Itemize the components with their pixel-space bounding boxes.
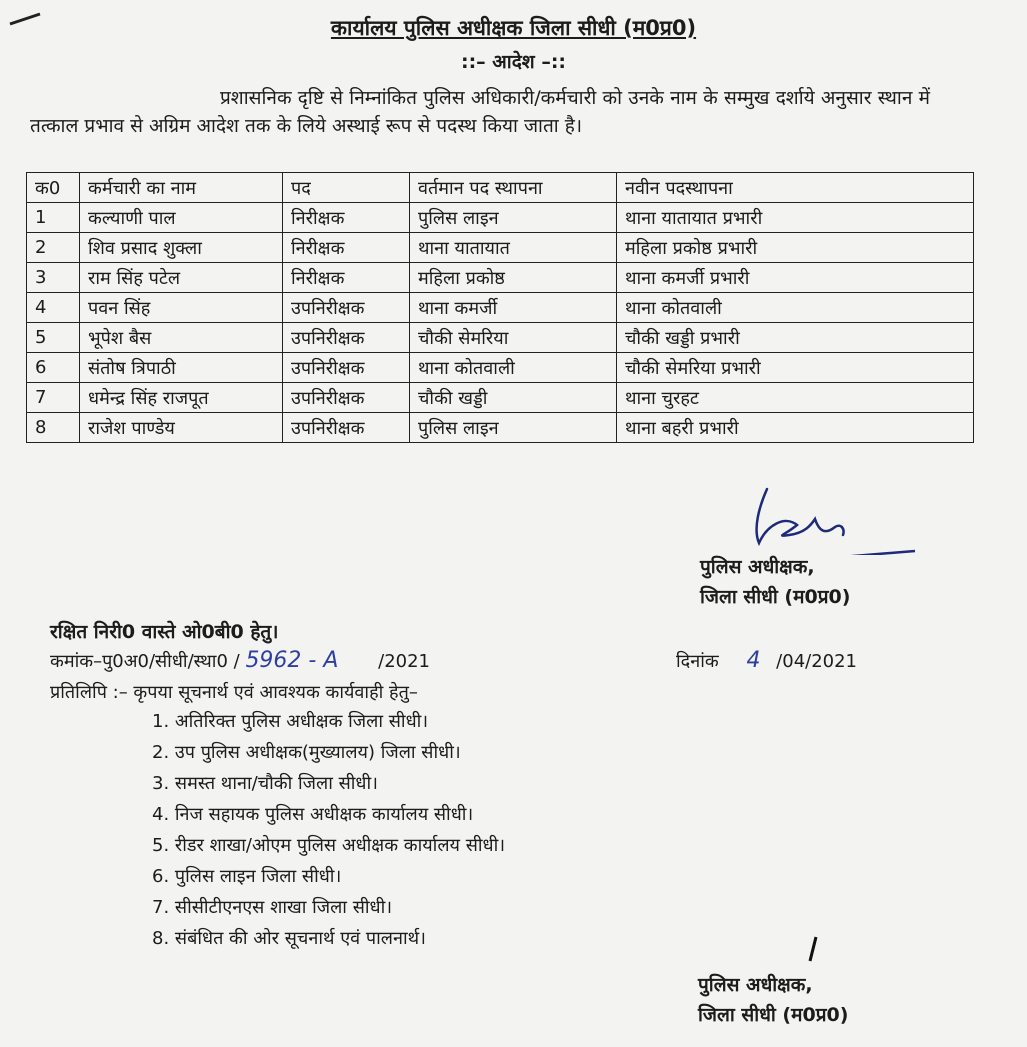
cell-new: थाना यातायात प्रभारी [617, 203, 974, 233]
cell-serial: 1 [27, 203, 80, 233]
signature-designation: पुलिस अधीक्षक, [698, 974, 813, 996]
cell-current: थाना कोतवाली [410, 353, 617, 383]
cell-rank: निरीक्षक [283, 203, 410, 233]
cell-name: भूपेश बैस [80, 323, 283, 353]
signature-block-bottom [698, 970, 848, 1030]
list-item: 5. रीडर शाखा/ओएम पुलिस अधीक्षक कार्यालय सीधी। [152, 835, 506, 856]
list-item: 8. संबंधित की ओर सूचनार्थ एवं पालनार्थ। [152, 928, 426, 949]
cell-name: शिव प्रसाद शुक्ला [80, 233, 283, 263]
cell-new: महिला प्रकोष्ठ प्रभारी [617, 233, 974, 263]
intro-paragraph [30, 84, 930, 140]
signature-district: जिला सीधी (म0प्र0) [700, 586, 851, 608]
order-title: ::– आदेश –:: [460, 51, 567, 73]
rakshit-note: रक्षित निरी0 वास्ते ओ0बी0 हेतु। [50, 621, 279, 643]
signature-designation: पुलिस अधीक्षक, [700, 556, 815, 578]
list-item: 2. उप पुलिस अधीक्षक(मुख्यालय) जिला सीधी। [152, 742, 461, 763]
order-number-handwritten: 5962 - A [245, 648, 339, 673]
cell-current: चौकी खड्डी [410, 383, 617, 413]
cell-rank: उपनिरीक्षक [283, 353, 410, 383]
cell-rank: उपनिरीक्षक [283, 413, 410, 443]
order-number-line [50, 648, 430, 673]
list-item: 1. अतिरिक्त पुलिस अधीक्षक जिला सीधी। [152, 711, 429, 732]
table-row [27, 413, 974, 443]
list-item: 4. निज सहायक पुलिस अधीक्षक कार्यालय सीधी। [152, 804, 474, 825]
cell-current: थाना कमर्जी [410, 293, 617, 323]
cell-serial: 6 [27, 353, 80, 383]
cell-name: धमेन्द्र सिंह राजपूत [80, 383, 283, 413]
order-number-year: /2021 [378, 651, 431, 672]
list-item: 7. सीसीटीएनएस शाखा जिला सीधी। [152, 897, 393, 918]
initial-mark [802, 935, 822, 965]
table-row [27, 263, 974, 293]
cell-name: संतोष त्रिपाठी [80, 353, 283, 383]
cell-serial: 3 [27, 263, 80, 293]
cell-current: पुलिस लाइन [410, 413, 617, 443]
cell-serial: 4 [27, 293, 80, 323]
intro-text: प्रशासनिक दृष्टि से निम्नांकित पुलिस अधिकारी/कर्मचारी को उनके नाम के सम्मुख दर्शाये अनुसार स्थान में तत्काल प्रभाव से अग्रिम आदेश तक के लिये अस्थाई रूप से पदस्थ किया जाता है। [30, 87, 930, 137]
cell-rank: उपनिरीक्षक [283, 293, 410, 323]
cell-name: पवन सिंह [80, 293, 283, 323]
office-title: कार्यालय पुलिस अधीक्षक जिला सीधी (म0प्र0) [330, 16, 697, 40]
cell-serial: 7 [27, 383, 80, 413]
table-row [27, 323, 974, 353]
header-name: कर्मचारी का नाम [80, 173, 283, 203]
cell-rank: उपनिरीक्षक [283, 323, 410, 353]
copy-to-heading: प्रतिलिपि :– कृपया सूचनार्थ एवं आवश्यक कार्यवाही हेतु– [50, 682, 418, 703]
cell-name: कल्याणी पाल [80, 203, 283, 233]
date-label: दिनांक [676, 651, 719, 672]
signature-scribble [745, 485, 925, 555]
list-item: 6. पुलिस लाइन जिला सीधी। [152, 866, 342, 887]
order-number-prefix: कमांक–पु0अ0/सीधी/स्था0 / [50, 651, 240, 672]
cell-current: पुलिस लाइन [410, 203, 617, 233]
signature-district: जिला सीधी (म0प्र0) [698, 1004, 849, 1026]
table-row [27, 353, 974, 383]
header-new-posting: नवीन पदस्थापना [617, 173, 974, 203]
cell-new: चौकी सेमरिया प्रभारी [617, 353, 974, 383]
table-row [27, 233, 974, 263]
cell-name: राम सिंह पटेल [80, 263, 283, 293]
signature-block-top [700, 552, 850, 612]
cell-rank: निरीक्षक [283, 233, 410, 263]
cell-rank: निरीक्षक [283, 263, 410, 293]
cell-current: महिला प्रकोष्ठ [410, 263, 617, 293]
header-rank: पद [283, 173, 410, 203]
header-serial: क0 [27, 173, 80, 203]
date-line [676, 648, 857, 673]
cell-new: थाना कमर्जी प्रभारी [617, 263, 974, 293]
cell-rank: उपनिरीक्षक [283, 383, 410, 413]
date-day-handwritten: 4 [746, 648, 761, 673]
date-month-year: /04/2021 [776, 651, 858, 672]
header-current-posting: वर्तमान पद स्थापना [410, 173, 617, 203]
list-item: 3. समस्त थाना/चौकी जिला सीधी। [152, 773, 378, 794]
transfer-table [26, 172, 974, 443]
cell-serial: 8 [27, 413, 80, 443]
cell-new: चौकी खड्डी प्रभारी [617, 323, 974, 353]
cell-serial: 2 [27, 233, 80, 263]
table-row [27, 383, 974, 413]
cell-current: चौकी सेमरिया [410, 323, 617, 353]
cell-new: थाना चुरहट [617, 383, 974, 413]
cell-new: थाना कोतवाली [617, 293, 974, 323]
copy-recipient-list [152, 706, 505, 954]
cell-name: राजेश पाण्डेय [80, 413, 283, 443]
cell-serial: 5 [27, 323, 80, 353]
table-row [27, 293, 974, 323]
cell-current: थाना यातायात [410, 233, 617, 263]
table-header-row [27, 173, 974, 203]
cell-new: थाना बहरी प्रभारी [617, 413, 974, 443]
table-row [27, 203, 974, 233]
